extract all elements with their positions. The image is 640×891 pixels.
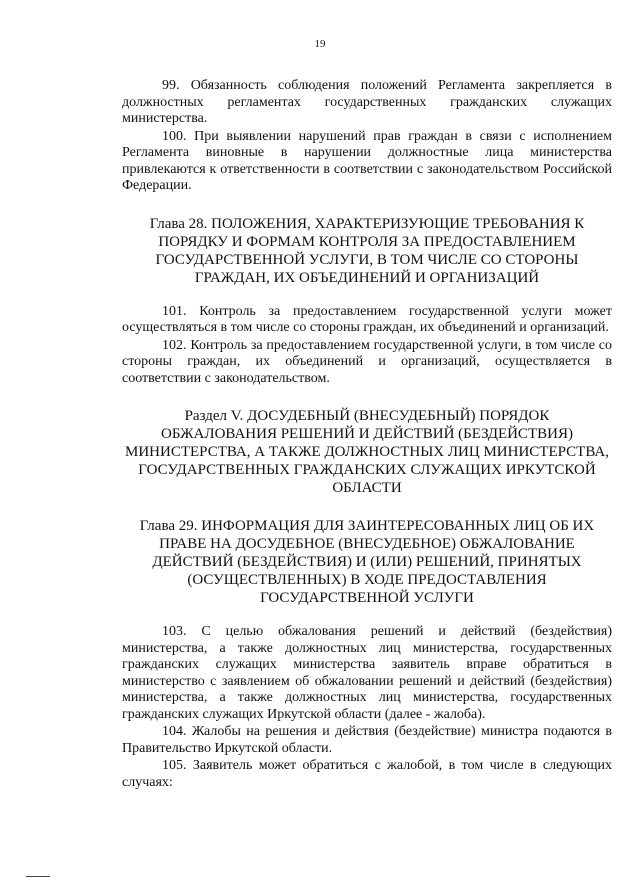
paragraph-102: 102. Контроль за предоставлением государственной услуги, в том числе со стороны граждан, их объединений и организаций, осуществляется в соответствии с законодательством. <box>122 337 612 386</box>
heading-line: ОБЖАЛОВАНИЯ РЕШЕНИЙ И ДЕЙСТВИЙ (БЕЗДЕЙСТВИЯ) <box>161 426 573 442</box>
paragraph-group <box>122 624 612 791</box>
paragraph-104: 104. Жалобы на решения и действия (бездействие) министра подаются в Правительство Иркутской области. <box>122 724 612 756</box>
heading-line: ГОСУДАРСТВЕННЫХ ГРАЖДАНСКИХ СЛУЖАЩИХ ИРКУТСКОЙ <box>138 462 596 478</box>
paragraph-105: 105. Заявитель может обратиться с жалобой, в том числе в следующих случаях: <box>122 758 612 790</box>
paragraph-100: 100. При выявлении нарушений прав граждан в связи с исполнением Регламента виновные в нарушении должностные лица министерства привлекаются к ответственности в соответствии с законодательством Российской Федерации. <box>122 128 612 193</box>
heading-line: ГРАЖДАН, ИХ ОБЪЕДИНЕНИЙ И ОРГАНИЗАЦИЙ <box>194 269 540 286</box>
heading-line: (ОСУЩЕСТВЛЕННЫХ) В ХОДЕ ПРЕДОСТАВЛЕНИЯ <box>187 572 547 588</box>
heading-line: МИНИСТЕРСТВА, А ТАКЖЕ ДОЛЖНОСТНЫХ ЛИЦ МИНИСТЕРСТВА, <box>125 444 609 460</box>
paragraph-group <box>122 78 612 195</box>
heading-line: ОБЛАСТИ <box>332 480 402 496</box>
heading-line: ДЕЙСТВИЙ (БЕЗДЕЙСТВИЯ) И (ИЛИ) РЕШЕНИЙ, ПРИНЯТЫХ <box>152 554 582 570</box>
paragraph-101: 101. Контроль за предоставлением государственной услуги может осуществляться в том числе со стороны граждан, их объединений и организаций. <box>122 303 612 335</box>
heading-line: Раздел V. ДОСУДЕБНЫЙ (ВНЕСУДЕБНЫЙ) ПОРЯДОК <box>184 408 550 424</box>
heading-line: ПРАВЕ НА ДОСУДЕБНОЕ (ВНЕСУДЕБНОЕ) ОБЖАЛОВАНИЕ <box>159 536 575 552</box>
heading-line: ПОРЯДКУ И ФОРМАМ КОНТРОЛЯ ЗА ПРЕДОСТАВЛЕНИЕМ <box>158 233 576 250</box>
chapter-28-heading <box>122 215 612 287</box>
heading-line: ГОСУДАРСТВЕННОЙ УСЛУГИ <box>260 590 474 606</box>
paragraph-99: 99. Обязанность соблюдения положений Регламента закрепляется в должностных регламентах государственных гражданских служащих министерства. <box>122 78 612 126</box>
heading-line: Глава 29. ИНФОРМАЦИЯ ДЛЯ ЗАИНТЕРЕСОВАННЫХ ЛИЦ ОБ ИХ <box>139 518 595 534</box>
heading-line: Глава 28. ПОЛОЖЕНИЯ, ХАРАКТЕРИЗУЮЩИЕ ТРЕБОВАНИЯ К <box>149 215 585 232</box>
document-body <box>122 78 612 791</box>
paragraph-group <box>122 304 612 388</box>
chapter-29-heading <box>122 517 612 607</box>
heading-line: ГОСУДАРСТВЕННОЙ УСЛУГИ, В ТОМ ЧИСЛЕ СО СТОРОНЫ <box>155 251 579 268</box>
paragraph-103: 103. С целью обжалования решений и действий (бездействия) министерства, а также должностных лиц министерства, государственных гражданских служащих министерства заявитель вправе обратиться в министерство с заявлением об обжаловании решений и действий (бездействия) министерства, а также должностных лиц министерства, государственных гражданских служащих Иркутской области (далее - жалоба). <box>122 624 612 722</box>
footer-divider <box>26 876 50 877</box>
page-number: 19 <box>314 38 326 50</box>
section-v-heading <box>122 407 612 497</box>
